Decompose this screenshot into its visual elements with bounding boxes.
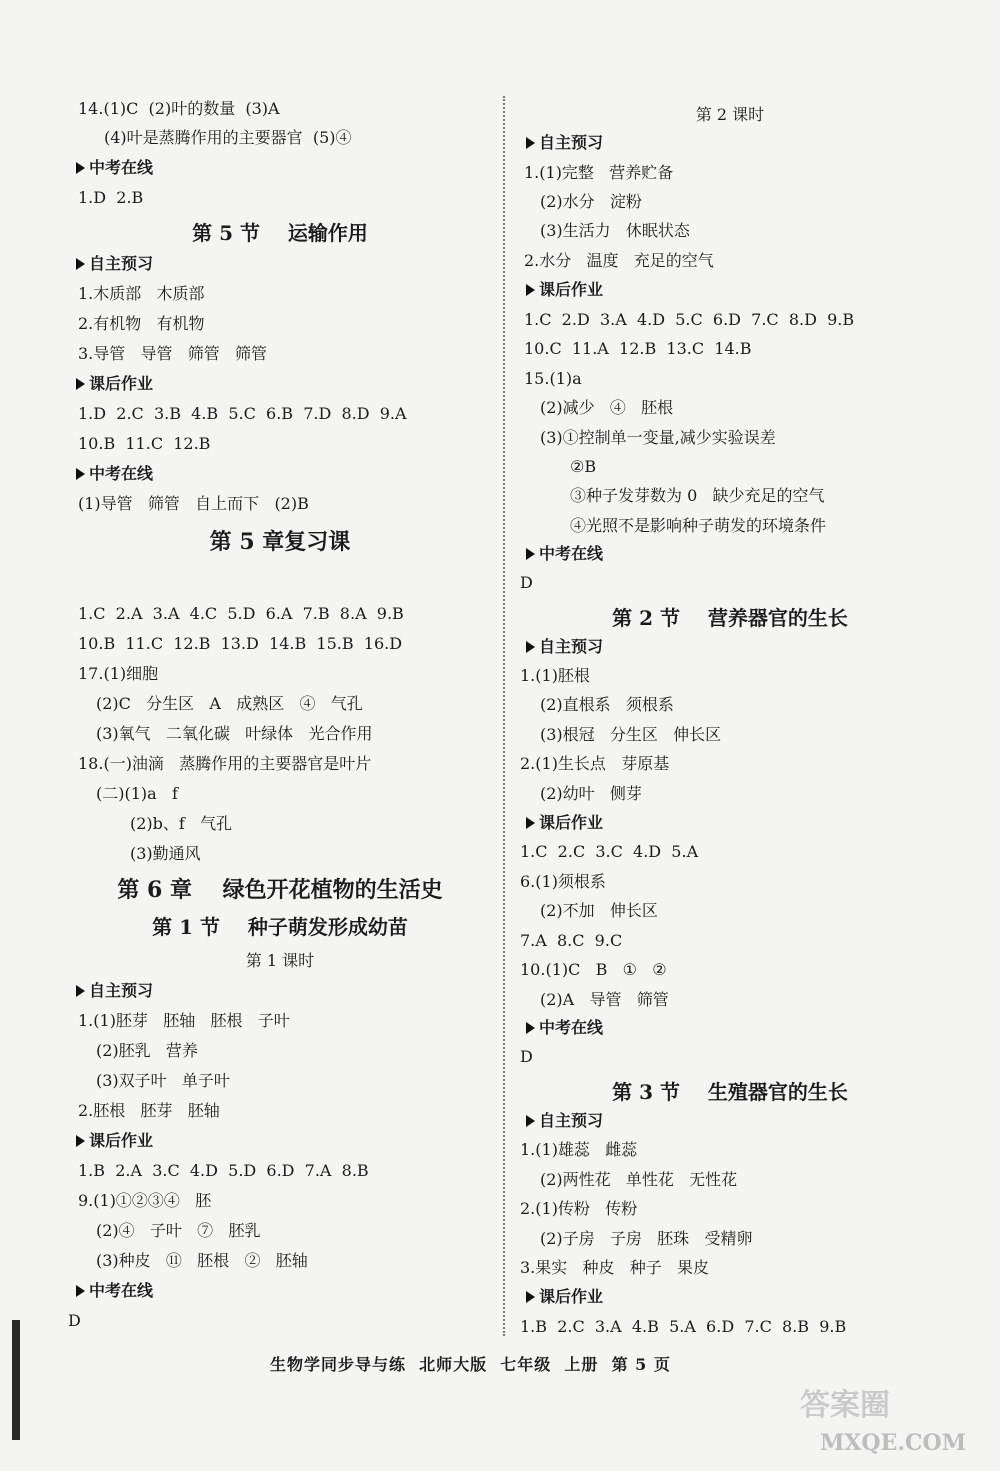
answer-line: ④光照不是影响种子萌发的环境条件 <box>570 516 827 535</box>
answer-line: (2)水分 淀粉 <box>540 192 642 211</box>
triangle-bullet-icon <box>526 1291 535 1303</box>
answer-line: 1.(1)胚根 <box>520 666 590 685</box>
chapter-title: 第 6 章 绿色开花植物的生活史 <box>117 877 443 903</box>
section-heading-zhongkao: 中考在线 <box>526 1017 603 1039</box>
answer-line: 10.B 11.C 12.B 13.D 14.B 15.B 16.D <box>78 634 403 653</box>
watermark-logo: 答案圈 <box>800 1388 890 1423</box>
section-heading-zizhu: 自主预习 <box>526 636 603 658</box>
triangle-bullet-icon <box>526 1115 535 1127</box>
answer-line: 2.(1)生长点 芽原基 <box>520 754 670 773</box>
answer-line: 2.水分 温度 充足的空气 <box>524 251 714 270</box>
answer-line: 10.(1)C B ① ② <box>520 960 667 979</box>
answer-line: 2.有机物 有机物 <box>78 314 205 333</box>
triangle-bullet-icon <box>76 378 85 390</box>
answer-line: (2)直根系 须根系 <box>540 695 674 714</box>
section-heading-kehou: 课后作业 <box>76 373 153 395</box>
answer-line: (3)双子叶 单子叶 <box>96 1071 230 1090</box>
lesson-subtitle: 第 2 课时 <box>695 105 765 124</box>
triangle-bullet-icon <box>526 641 535 653</box>
answer-line: ②B <box>570 457 597 476</box>
answer-line: D <box>68 1311 81 1330</box>
answer-line: 1.D 2.C 3.B 4.B 5.C 6.B 7.D 8.D 9.A <box>78 404 407 423</box>
answer-line: (4)叶是蒸腾作用的主要器官 (5)④ <box>104 128 352 147</box>
section-heading-zizhu: 自主预习 <box>526 1110 603 1132</box>
answer-line: (2)减少 ④ 胚根 <box>540 398 674 417</box>
section-title: 第 1 节 种子萌发形成幼苗 <box>152 915 408 939</box>
triangle-bullet-icon <box>76 162 85 174</box>
answer-line: 1.(1)完整 营养贮备 <box>524 163 674 182</box>
triangle-bullet-icon <box>526 548 535 560</box>
column-divider <box>503 96 505 1336</box>
section-heading-kehou: 课后作业 <box>526 1286 603 1308</box>
answer-line: 1.C 2.C 3.C 4.D 5.A <box>520 842 699 861</box>
section-heading-kehou: 课后作业 <box>526 279 603 301</box>
triangle-bullet-icon <box>76 1135 85 1147</box>
answer-line: 3.导管 导管 筛管 筛管 <box>78 344 268 363</box>
answer-line: 7.A 8.C 9.C <box>520 931 623 950</box>
answer-line: (3)氧气 二氧化碳 叶绿体 光合作用 <box>96 724 373 743</box>
section-title: 第 3 节 生殖器官的生长 <box>612 1080 848 1104</box>
section-heading-kehou: 课后作业 <box>76 1130 153 1152</box>
answer-line: (2)④ 子叶 ⑦ 胚乳 <box>96 1221 261 1240</box>
section-heading-kehou: 课后作业 <box>526 812 603 834</box>
answer-line: (2)幼叶 侧芽 <box>540 784 642 803</box>
section-heading-zizhu: 自主预习 <box>76 253 153 275</box>
section-heading-zizhu: 自主预习 <box>526 132 603 154</box>
answer-line: 6.(1)须根系 <box>520 872 606 891</box>
answer-line: 14.(1)C (2)叶的数量 (3)A <box>78 99 280 118</box>
lesson-subtitle: 第 1 课时 <box>245 951 315 970</box>
triangle-bullet-icon <box>526 817 535 829</box>
answer-line: 1.(1)雄蕊 雌蕊 <box>520 1140 638 1159</box>
watermark-url: MXQE.COM <box>820 1430 967 1456</box>
answer-line: (2)C 分生区 A 成熟区 ④ 气孔 <box>96 694 363 713</box>
section-heading-zhongkao: 中考在线 <box>76 157 153 179</box>
answer-line: 1.B 2.A 3.C 4.D 5.D 6.D 7.A 8.B <box>78 1161 369 1180</box>
page-footer: 生物学同步导与练 北师大版 七年级 上册 第 5 页 <box>270 1355 671 1374</box>
triangle-bullet-icon <box>76 1285 85 1297</box>
answer-line: (3)①控制单一变量,减少实验误差 <box>540 428 776 447</box>
scan-edge-bar <box>12 1320 20 1440</box>
answer-line: 1.B 2.C 3.A 4.B 5.A 6.D 7.C 8.B 9.B <box>520 1317 847 1336</box>
answer-line: (3)勤通风 <box>130 844 201 863</box>
answer-line: (2)不加 伸长区 <box>540 901 658 920</box>
answer-line: (3)生活力 休眠状态 <box>540 221 690 240</box>
answer-line: 10.C 11.A 12.B 13.C 14.B <box>524 339 752 358</box>
answer-line: (2)A 导管 筛管 <box>540 990 669 1009</box>
answer-line: 1.C 2.D 3.A 4.D 5.C 6.D 7.C 8.D 9.B <box>524 310 855 329</box>
chapter-review-title: 第 5 章复习课 <box>209 529 351 555</box>
section-heading-zhongkao: 中考在线 <box>526 543 603 565</box>
answer-line: 15.(1)a <box>524 369 582 388</box>
answer-line: 9.(1)①②③④ 胚 <box>78 1191 212 1210</box>
answer-line: 1.C 2.A 3.A 4.C 5.D 6.A 7.B 8.A 9.B <box>78 604 404 623</box>
section-heading-zhongkao: 中考在线 <box>76 463 153 485</box>
answer-line: (2)两性花 单性花 无性花 <box>540 1170 738 1189</box>
triangle-bullet-icon <box>526 1022 535 1034</box>
answer-line: 2.胚根 胚芽 胚轴 <box>78 1101 220 1120</box>
section-heading-zizhu: 自主预习 <box>76 980 153 1002</box>
section-title: 第 2 节 营养器官的生长 <box>612 606 848 630</box>
section-heading-zhongkao: 中考在线 <box>76 1280 153 1302</box>
answer-line: ③种子发芽数为 0 缺少充足的空气 <box>570 486 825 505</box>
answer-line: 10.B 11.C 12.B <box>78 434 211 453</box>
triangle-bullet-icon <box>76 468 85 480</box>
answer-line: 3.果实 种皮 种子 果皮 <box>520 1258 710 1277</box>
answer-line: (2)胚乳 营养 <box>96 1041 198 1060</box>
triangle-bullet-icon <box>76 985 85 997</box>
answer-line: 1.D 2.B <box>78 188 144 207</box>
triangle-bullet-icon <box>76 258 85 270</box>
answer-line: (2)b、f 气孔 <box>130 814 233 833</box>
answer-line: 2.(1)传粉 传粉 <box>520 1199 638 1218</box>
triangle-bullet-icon <box>526 137 535 149</box>
answer-line: (1)导管 筛管 自上而下 (2)B <box>78 494 309 513</box>
answer-line: D <box>520 573 533 592</box>
triangle-bullet-icon <box>526 284 535 296</box>
answer-line: (二)(1)a f <box>96 784 178 803</box>
answer-line: 1.木质部 木质部 <box>78 284 205 303</box>
answer-line: D <box>520 1047 533 1066</box>
answer-line: (3)根冠 分生区 伸长区 <box>540 725 722 744</box>
answer-line: (2)子房 子房 胚珠 受精卵 <box>540 1229 753 1248</box>
answer-line: 18.(一)油滴 蒸腾作用的主要器官是叶片 <box>78 754 372 773</box>
section-title: 第 5 节 运输作用 <box>192 221 368 245</box>
answer-line: 1.(1)胚芽 胚轴 胚根 子叶 <box>78 1011 290 1030</box>
answer-line: 17.(1)细胞 <box>78 664 159 683</box>
answer-line: (3)种皮 ⑪ 胚根 ② 胚轴 <box>96 1251 308 1270</box>
